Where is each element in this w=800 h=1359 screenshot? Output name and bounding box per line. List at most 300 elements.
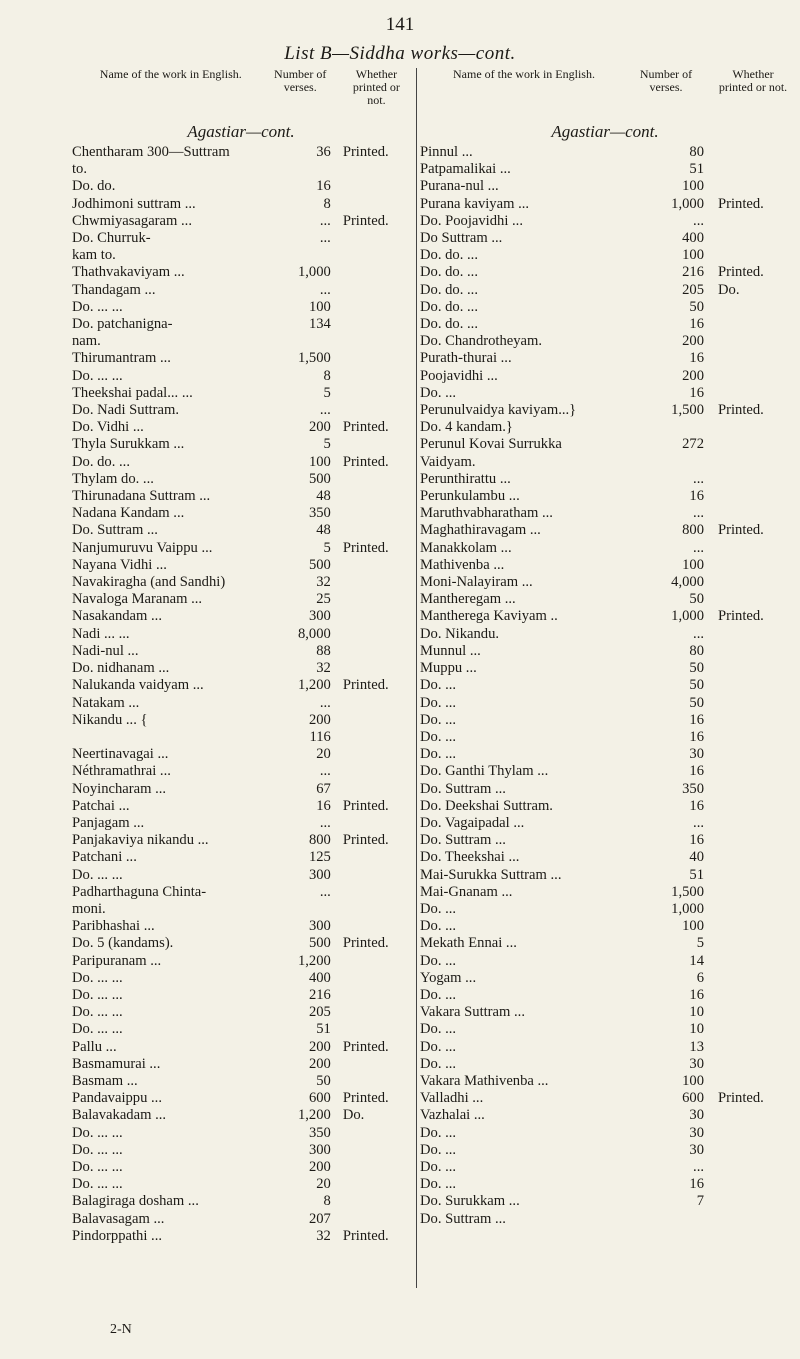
table-row (420, 161, 790, 178)
printed-status: Do. (718, 281, 740, 298)
verse-count: 16 (689, 1176, 704, 1193)
work-name: Chwmiyasagaram ... (72, 212, 192, 229)
work-name: Do. ... ... (72, 986, 123, 1003)
verse-count: ... (693, 539, 704, 556)
work-name: Do. do. ... (420, 316, 478, 333)
table-row (420, 1211, 790, 1228)
table-row (72, 1090, 410, 1107)
work-name: Thathvakaviyam ... (72, 264, 185, 281)
table-row (72, 454, 410, 471)
table-row (420, 832, 790, 849)
table-row (72, 213, 410, 230)
verse-count: 6 (696, 969, 704, 986)
work-name: Chentharam 300—Suttram (72, 144, 230, 160)
verse-count: 300 (308, 608, 331, 625)
table-row (72, 144, 410, 161)
work-name: Valladhi ... (420, 1090, 484, 1107)
work-name: Navakiragha (and Sandhi) (72, 574, 226, 591)
verse-count: 10 (689, 1021, 704, 1038)
verse-count: 16 (316, 178, 331, 195)
table-row (420, 884, 790, 901)
verse-count: 20 (316, 1176, 331, 1193)
verse-count: 216 (308, 986, 331, 1003)
verse-count: 80 (689, 144, 704, 160)
table-row (420, 918, 790, 935)
work-name: Do. do. ... (420, 264, 478, 281)
table-row (72, 333, 410, 350)
work-name: Perunulvaidya kaviyam...} (420, 402, 577, 419)
table-row (72, 798, 410, 815)
table-row (420, 385, 790, 402)
verse-count: 51 (316, 1021, 331, 1038)
work-name: Perunul Kovai Surrukka (420, 436, 562, 453)
table-row (420, 1125, 790, 1142)
table-row (72, 970, 410, 987)
printed-status: Printed. (718, 1090, 764, 1107)
work-name: Paribhashai ... (72, 918, 155, 935)
verse-count: 16 (689, 488, 704, 505)
work-name: Do. Churruk- (72, 230, 151, 247)
printed-status: Printed. (342, 1227, 389, 1244)
verse-count: 30 (689, 746, 704, 763)
table-row (72, 282, 410, 299)
verse-count: ... (319, 814, 331, 831)
table-row (72, 712, 410, 729)
work-name: Neertinavagai ... (72, 746, 169, 763)
work-name: Balavasagam ... (72, 1210, 165, 1227)
verse-count: 1,200 (297, 1107, 331, 1124)
verse-count: 16 (689, 728, 704, 745)
table-row (72, 1176, 410, 1193)
verse-count: 300 (308, 1141, 331, 1158)
work-name: Do. Ganthi Thylam ... (420, 763, 549, 780)
work-name: Do. do. (72, 178, 116, 195)
work-name: Do. Deekshai Suttram. (420, 797, 553, 814)
work-name: Do Suttram ... (420, 230, 503, 247)
verse-count: 40 (689, 849, 704, 866)
verse-count: ... (319, 281, 331, 298)
verse-count: 100 (308, 298, 331, 315)
verse-count: 400 (308, 969, 331, 986)
work-name: Do. ... ... (72, 1141, 123, 1158)
table-row (72, 918, 410, 935)
work-name: Pinnul ... (420, 144, 473, 160)
verse-count: 32 (316, 1227, 331, 1244)
table-row (420, 1021, 790, 1038)
table-row (72, 385, 410, 402)
work-name: Do. Suttram ... (420, 1210, 506, 1227)
work-name: Do. ... ... (72, 298, 123, 315)
work-name: Nayana Vidhi ... (72, 556, 167, 573)
table-row (420, 522, 790, 539)
verse-count: 5 (323, 539, 331, 556)
printed-status: Printed. (342, 539, 389, 556)
table-row (72, 884, 410, 901)
work-name: Balavakadam ... (72, 1107, 167, 1124)
work-name: Paripuranam ... (72, 952, 162, 969)
work-name: Do. ... (420, 1021, 457, 1038)
verse-count: ... (319, 694, 331, 711)
verse-count: ... (693, 625, 704, 642)
printed-status: Printed. (718, 608, 764, 625)
work-name: Do. 5 (kandams). (72, 935, 174, 952)
verse-count: 200 (308, 419, 331, 436)
table-row (420, 660, 790, 677)
table-row (72, 1039, 410, 1056)
verse-count: 400 (682, 230, 704, 247)
verse-count: 30 (689, 1055, 704, 1072)
table-row (72, 781, 410, 798)
printed-status: Printed. (342, 1090, 389, 1107)
work-name: Do. Chandrotheyam. (420, 333, 542, 350)
table-row (72, 849, 410, 866)
work-name: to. (72, 161, 87, 178)
work-name: Do. ... (420, 900, 457, 917)
table-row (420, 540, 790, 557)
table-row (72, 522, 410, 539)
work-name: Do. Poojavidhi ... (420, 212, 523, 229)
verse-count: 1,000 (671, 195, 704, 212)
printed-status: Printed. (718, 522, 764, 539)
work-name: Nanjumuruvu Vaippu ... (72, 539, 213, 556)
work-name: Thylam do. ... (72, 470, 154, 487)
work-name: Do. 4 kandam.} (420, 419, 513, 436)
work-name: Purana-nul ... (420, 178, 499, 195)
table-row (420, 867, 790, 884)
verse-count: 1,500 (671, 883, 704, 900)
table-row (420, 815, 790, 832)
table-row (420, 1039, 790, 1056)
work-name: Pindorppathi ... (72, 1227, 162, 1244)
work-name: Balagiraga dosham ... (72, 1193, 199, 1210)
work-name: Do. ... ... (72, 1158, 123, 1175)
table-row (72, 1193, 410, 1210)
table-row (72, 1107, 410, 1124)
printed-status: Printed. (342, 832, 389, 849)
verse-count: 8 (323, 1193, 331, 1210)
table-row (420, 729, 790, 746)
table-row (420, 798, 790, 815)
verse-count: 16 (316, 797, 331, 814)
work-name: Maghathiravagam ... (420, 522, 541, 539)
verse-count: 51 (689, 161, 704, 178)
table-row (72, 626, 410, 643)
verse-count: 8,000 (297, 625, 331, 642)
verse-count: 600 (308, 1090, 331, 1107)
table-row (72, 350, 410, 367)
work-name: Néthramathrai ... (72, 763, 171, 780)
verse-count: 13 (689, 1038, 704, 1055)
table-row (72, 867, 410, 884)
verse-count: 14 (689, 952, 704, 969)
table-row (72, 471, 410, 488)
work-name: Do. ... (420, 694, 457, 711)
work-name: Nalukanda vaidyam ... (72, 677, 204, 694)
table-row (72, 660, 410, 677)
header-name: Name of the work in English. (99, 67, 242, 81)
table-row (72, 763, 410, 780)
verse-count: 216 (682, 264, 704, 281)
table-row (72, 987, 410, 1004)
printed-status: Printed. (342, 212, 389, 229)
right-table-header (420, 68, 790, 118)
table-row (420, 574, 790, 591)
work-name: Thirumantram ... (72, 350, 171, 367)
work-name: Nikandu ... { (72, 711, 148, 728)
work-name: Jodhimoni suttram ... (72, 195, 196, 212)
table-row (72, 557, 410, 574)
table-row (72, 1073, 410, 1090)
work-name: Noyincharam ... (72, 780, 167, 797)
table-row (72, 540, 410, 557)
work-name: Perunkulambu ... (420, 488, 520, 505)
table-row (420, 1107, 790, 1124)
verse-count: 48 (316, 522, 331, 539)
work-name: Pandavaippu ... (72, 1090, 162, 1107)
work-name: Theekshai padal... ... (72, 384, 193, 401)
work-name: Do. ... (420, 384, 457, 401)
verse-count: ... (319, 230, 331, 247)
table-row (420, 781, 790, 798)
table-row (420, 643, 790, 660)
verse-count: 350 (682, 780, 704, 797)
verse-count: 50 (689, 660, 704, 677)
work-name: Do. ... (420, 1124, 457, 1141)
work-name: Vaidyam. (420, 453, 476, 470)
table-row (420, 1176, 790, 1193)
printed-status: Printed. (342, 935, 389, 952)
verse-count: 350 (308, 1124, 331, 1141)
work-name: Do. ... (420, 1176, 457, 1193)
verse-count: 500 (308, 556, 331, 573)
work-name: kam to. (72, 247, 116, 264)
printed-status: Printed. (342, 677, 389, 694)
work-name: Patchai ... (72, 797, 130, 814)
work-name: Do. Nadi Suttram. (72, 402, 180, 419)
verse-count: 7 (696, 1193, 704, 1210)
page-number: 141 (385, 14, 415, 35)
work-name: Mathivenba ... (420, 556, 505, 573)
work-name: Do. Surukkam ... (420, 1193, 520, 1210)
table-row (72, 419, 410, 436)
table-row (420, 763, 790, 780)
table-row (72, 264, 410, 281)
verse-count: 16 (689, 763, 704, 780)
work-name: Do. ... (420, 918, 457, 935)
verse-count: 116 (309, 728, 331, 745)
verse-count: 16 (689, 711, 704, 728)
table-row (72, 1228, 410, 1245)
printed-status: Printed. (718, 195, 764, 212)
work-name: Do. Suttram ... (420, 780, 506, 797)
work-name: Nadana Kandam ... (72, 505, 185, 522)
verse-count: 51 (689, 866, 704, 883)
work-name: Do. do. ... (72, 453, 130, 470)
work-name: Mekath Ennai ... (420, 935, 517, 952)
verse-count: 205 (308, 1004, 331, 1021)
table-row (420, 299, 790, 316)
work-name: Do. ... ... (72, 1176, 123, 1193)
table-row (72, 230, 410, 247)
table-row (72, 695, 410, 712)
work-name: Natakam ... (72, 694, 140, 711)
table-row (72, 608, 410, 625)
printed-status: Printed. (342, 144, 389, 160)
column-divider (416, 68, 417, 1288)
work-name: Do. Suttram ... (420, 832, 506, 849)
work-name: Do. ... (420, 1141, 457, 1158)
work-name: Do. ... ... (72, 1124, 123, 1141)
verse-count: 200 (682, 367, 704, 384)
printed-status: Printed. (342, 419, 389, 436)
table-row (420, 712, 790, 729)
verse-count: 600 (682, 1090, 704, 1107)
table-row (420, 178, 790, 195)
work-name: Basmamurai ... (72, 1055, 161, 1072)
work-name: Patchani ... (72, 849, 137, 866)
table-row (72, 729, 410, 746)
table-row (72, 746, 410, 763)
verse-count: 50 (316, 1072, 331, 1089)
verse-count: 1,000 (671, 608, 704, 625)
table-row (420, 402, 790, 419)
table-row (420, 282, 790, 299)
verse-count: 16 (689, 350, 704, 367)
verse-count: ... (693, 1158, 704, 1175)
verse-count: 300 (308, 866, 331, 883)
work-name: Do. ... (420, 1055, 457, 1072)
verse-count: 4,000 (671, 574, 704, 591)
verse-count: 50 (689, 694, 704, 711)
verse-count: 125 (308, 849, 331, 866)
verse-count: 30 (689, 1124, 704, 1141)
table-row (72, 505, 410, 522)
verse-count: ... (693, 212, 704, 229)
verse-count: 16 (689, 986, 704, 1003)
table-row (72, 161, 410, 178)
verse-count: 300 (308, 918, 331, 935)
verse-count: 100 (682, 178, 704, 195)
table-row (72, 247, 410, 264)
table-row (72, 677, 410, 694)
work-name: Do. ... (420, 1038, 457, 1055)
table-row (420, 1142, 790, 1159)
work-name: Do. ... ... (72, 1004, 123, 1021)
verse-count: 200 (308, 1038, 331, 1055)
table-row (420, 368, 790, 385)
printed-status: Do. (342, 1107, 365, 1124)
table-row (420, 849, 790, 866)
table-row (420, 264, 790, 281)
work-name: Maruthvabharatham ... (420, 505, 553, 522)
work-name: nam. (72, 333, 101, 350)
table-row (420, 557, 790, 574)
right-section-heading: Agastiar—cont. (551, 122, 659, 141)
table-row (420, 677, 790, 694)
work-name: Purana kaviyam ... (420, 195, 530, 212)
verse-count: 5 (323, 436, 331, 453)
verse-count: 8 (323, 367, 331, 384)
work-name: Nadi ... ... (72, 625, 130, 642)
printed-status: Printed. (342, 797, 389, 814)
table-row (420, 1193, 790, 1210)
table-row (72, 815, 410, 832)
table-row (420, 144, 790, 161)
table-row (420, 247, 790, 264)
printed-status: Printed. (718, 402, 764, 419)
work-name: Do. Suttram ... (72, 522, 158, 539)
table-row (72, 574, 410, 591)
verse-count: 100 (682, 918, 704, 935)
work-name: Basmam ... (72, 1072, 138, 1089)
table-row (420, 436, 790, 453)
table-row (420, 591, 790, 608)
table-row (420, 935, 790, 952)
work-name: Patpamalikai ... (420, 161, 511, 178)
work-name: Manakkolam ... (420, 539, 512, 556)
work-name: Do. ... (420, 711, 457, 728)
work-name: Vakara Suttram ... (420, 1004, 525, 1021)
table-row (72, 643, 410, 660)
header-name: Name of the work in English. (453, 67, 595, 81)
table-row (420, 1073, 790, 1090)
left-table-header (72, 68, 410, 118)
work-name: Mai-Gnanam ... (420, 883, 513, 900)
table-row (420, 454, 790, 471)
table-row (72, 316, 410, 333)
verse-count: 10 (689, 1004, 704, 1021)
verse-count: ... (693, 814, 704, 831)
work-name: Poojavidhi ... (420, 367, 498, 384)
verse-count: 16 (689, 832, 704, 849)
table-row (72, 402, 410, 419)
verse-count: 48 (316, 488, 331, 505)
work-name: Mai-Surukka Suttram ... (420, 866, 562, 883)
verse-count: 134 (308, 316, 331, 333)
verse-count: 100 (682, 556, 704, 573)
verse-count: 80 (689, 642, 704, 659)
table-row (420, 608, 790, 625)
verse-count: 50 (689, 677, 704, 694)
work-name: Do. ... (420, 952, 457, 969)
verse-count: 20 (316, 746, 331, 763)
table-row (72, 1142, 410, 1159)
table-row (72, 1159, 410, 1176)
work-name: Thirunadana Suttram ... (72, 488, 211, 505)
work-name: Perunthirattu ... (420, 470, 511, 487)
verse-count: 25 (316, 591, 331, 608)
work-name: Navaloga Maranam ... (72, 591, 203, 608)
table-row (420, 213, 790, 230)
verse-count: 88 (316, 642, 331, 659)
verse-count: ... (693, 505, 704, 522)
work-name: Vazhalai ... (420, 1107, 485, 1124)
verse-count: 200 (308, 1055, 331, 1072)
table-row (420, 746, 790, 763)
verse-count: ... (693, 470, 704, 487)
verse-count: 100 (682, 1072, 704, 1089)
verse-count: 350 (308, 505, 331, 522)
table-row (420, 901, 790, 918)
table-row (420, 1056, 790, 1073)
table-row (72, 436, 410, 453)
table-row (420, 316, 790, 333)
table-row (72, 591, 410, 608)
verse-count: ... (319, 402, 331, 419)
work-name: Munnul ... (420, 642, 481, 659)
table-row (72, 953, 410, 970)
signature-mark: 2-N (110, 1322, 132, 1337)
